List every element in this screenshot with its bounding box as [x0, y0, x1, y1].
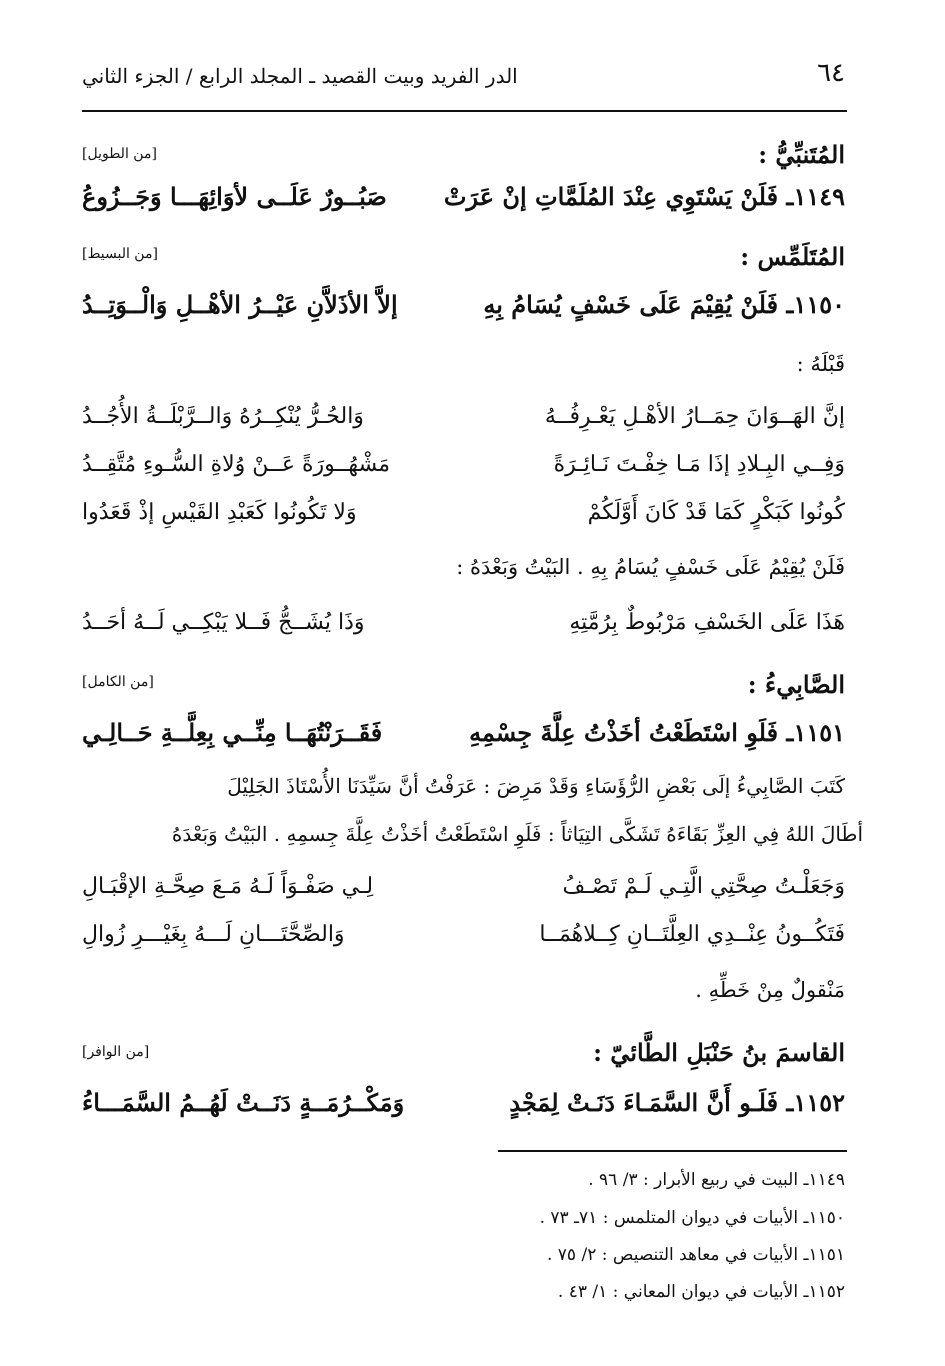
verse-number: ١١٥١ـ: [786, 718, 845, 747]
verse-right-hemistich: [509, 1088, 845, 1117]
after-label: فَلَنْ يُقِيْمُ عَلَى خَسْفٍ يُسَامُ بِهِ . البَيْتُ وَبَعْدَهُ :: [456, 555, 845, 579]
verse-left-hemistich: إلاَّ الأذَلاَّنِ عَيْــرُ الأهْــلِ وَالْــوَتِــدُ: [82, 290, 398, 319]
poet-name: المُتَنبِّيُّ :: [758, 140, 845, 169]
poet-name: القاسمَ بنُ حَنْبَلِ الطَّائيّ :: [593, 1038, 845, 1067]
hemistich-text: فَلَوِ اسْتَطَعْتُ أخَذْتُ عِلَّةَ جِسْمِهِ: [469, 718, 779, 747]
verse-right-hemistich: وَجَعَلْـتُ صِحَّتِي الَّتِـي لَـمْ تَصْـفُ: [562, 874, 845, 899]
page-number: ٦٤: [817, 58, 845, 88]
verse-right-hemistich: فَتَكُــونُ عِنْــدِي العِلَّتَــانِ كِــلاهُمَــا: [539, 922, 845, 947]
verse-left-hemistich: وَذَا يُشَــجُّ فَــلا يَبْكِــي لَــهُ أحَــدُ: [82, 610, 365, 635]
footnote: ١١٥٢ـ الأبيات في ديوان المعاني : ١/ ٤٣ .: [557, 1282, 845, 1302]
qablahu-label: قَبْلَهُ :: [796, 352, 845, 376]
verse-left-hemistich: وَالحُـرُّ يُنْكِــرُهُ وَالــرَّبْلَــةُ الأُجُــدُ: [82, 404, 364, 429]
verse-1150: [82, 290, 845, 324]
footnote: ١١٥١ـ الأبيات في معاهد التنصيص : ٢/ ٧٥ .: [546, 1245, 845, 1265]
prose-line: كَتَبَ الصَّابِيءُ إلَى بَعْضِ الرُّؤَسَاءِ وَقَدْ مَرِضَ : عَرَفْتُ أنَّ سَيِّدَنَا الأُسْتَاذَ الجَلِيْلَ: [227, 774, 845, 798]
footnote-rule: [498, 1150, 847, 1152]
verse-right-hemistich: إنَّ الهَــوَانَ حِمَــارُ الأهْـلِ يَعْـرِفُــهُ: [544, 404, 845, 429]
meter-label: [من البسيط]: [82, 246, 158, 262]
verse-left-hemistich: لِـي صَفْـوَاً لَـهُ مَـعَ صِحَّـةِ الإقْبَـالِ: [82, 874, 374, 899]
verse-left-hemistich: وَالصِّحَّتَـــانِ لَـــهُ بِغَيْـــرِ زُوالِ: [82, 922, 345, 947]
running-title: الدر الفريد وبيت القصيد ـ المجلد الرابع / الجزء الثاني: [82, 64, 518, 88]
verse-number: ١١٥٢ـ: [786, 1088, 845, 1117]
meter-label: [من الوافر]: [82, 1044, 150, 1060]
verse-right-hemistich: [483, 290, 845, 319]
footnote: ١١٤٩ـ البيت في ربيع الأبرار : ٣/ ٩٦ .: [588, 1170, 845, 1190]
header-rule: [82, 110, 847, 112]
hemistich-text: فَلَنْ يُقِيْمَ عَلَى خَسْفٍ يُسَامُ بِهِ: [483, 290, 779, 319]
verse-left-hemistich: مَشْهُــورَةً عَــنْ وُلاةِ السُّـوءِ مُتَّقِــدُ: [82, 452, 390, 477]
meter-label: [من الكامل]: [82, 674, 154, 690]
verse-left-hemistich: وَلا تَكُونُوا كَعَبْدِ القَيْسِ إذْ قَعَدُوا: [82, 500, 357, 525]
verse-number: ١١٥٠ـ: [786, 290, 845, 319]
poet-name: الصَّابِيءُ :: [747, 670, 845, 699]
source-note: مَنْقولٌ مِنْ خَطِّهِ .: [695, 978, 845, 1002]
meter-label: [من الطويل]: [82, 146, 157, 162]
verse-left-hemistich: فَقَــرَنْتُهَــا مِنِّــي بِعِلَّــةِ حَــالِـي: [82, 718, 383, 747]
verse-left-hemistich: صَبُــورٌ عَلَــى لأوَائِهَـــا وَجَــزُوعُ: [82, 182, 387, 211]
footnote: ١١٥٠ـ الأبيات في ديوان المتلمس : ٧١ـ ٧٣ .: [539, 1208, 845, 1228]
poet-name: المُتَلَمِّس :: [740, 242, 845, 271]
verse-1152: [82, 1088, 845, 1122]
verse-right-hemistich: وَفِــي البِـلادِ إذَا مَـا خِفْـتَ نَـائِـرَةً: [553, 452, 845, 477]
verse-right-hemistich: كُونُوا كَبَكْرٍ كَمَا قَدْ كَانَ أَوَّلَكُمْ: [587, 500, 845, 525]
verse-left-hemistich: وَمَكْــرُمَــةٍ دَنَــتْ لَهُــمُ السَّمَـــاءُ: [82, 1088, 405, 1117]
verse-right-hemistich: [469, 718, 845, 747]
verse-right-hemistich: هَذَا عَلَى الخَسْفِ مَرْبُوطٌ بِرُمَّتِهِ: [569, 610, 845, 635]
prose-line: أطَالَ اللهُ فِي العِزِّ بَقَاءَهُ تَشَكَّى التِيَاثاً : فَلَوِ اسْتَطَعْتُ أخَذْتُ عِلَّةَ جِسمِهِ . البَيْتُ وَبَعْدَهُ: [171, 822, 863, 846]
verse-number: ١١٤٩ـ: [786, 182, 845, 211]
hemistich-text: فَلَـو أَنَّ السَّمَـاءَ دَنَـتْ لِمَجْدٍ: [509, 1088, 779, 1117]
verse-1149: [82, 182, 845, 216]
verse-right-hemistich: [444, 182, 845, 211]
hemistich-text: فَلَنْ يَسْتَوِي عِنْدَ المُلَمَّاتِ إنْ عَرَتْ: [443, 182, 779, 211]
verse-1151: [82, 718, 845, 752]
